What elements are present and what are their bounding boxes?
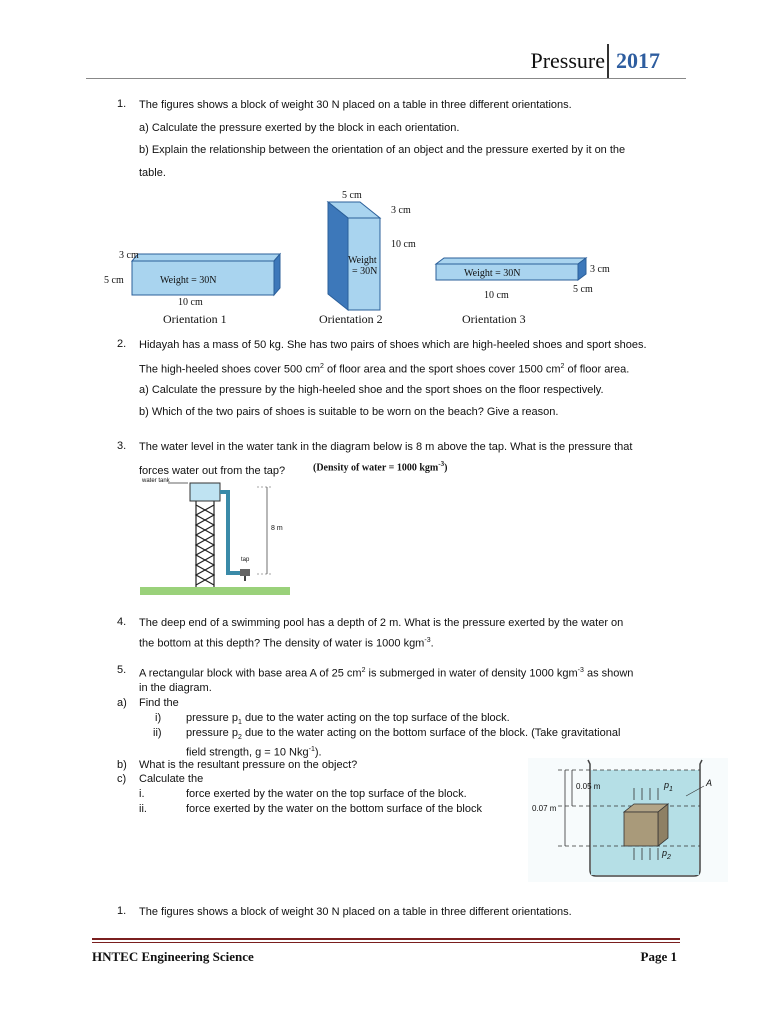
q1-part-a: a) Calculate the pressure exerted by the block in each orientation. xyxy=(139,122,460,134)
q2-line2: The high-heeled shoes cover 500 $cm^2$ of floor area and the sport shoes cover 1500 $cm^2$ of floor area. xyxy=(139,363,630,376)
q3-density-note: (Density of water = 1000 kgm$^{-3}$) xyxy=(313,460,448,474)
q4-number: 4. xyxy=(117,616,127,628)
o2-weight-label-1: Weight xyxy=(348,255,377,266)
submerged-block-diagram xyxy=(528,758,728,882)
tap-label: tap xyxy=(241,557,250,563)
o3-length-label: 10 cm xyxy=(484,290,509,301)
o2-depth-label: 3 cm xyxy=(391,205,411,216)
q5-aii-text-2: field strength, g = 10 Nkg$^{-1}$). xyxy=(186,746,322,759)
q5-b-text: What is the resultant pressure on the object? xyxy=(139,759,358,771)
header-title: Pressure xyxy=(530,48,605,73)
o1-length-label: 10 cm xyxy=(178,297,203,308)
q1-part-b-line1: b) Explain the relationship between the orientation of an object and the pressure exerted by it on the xyxy=(139,144,626,156)
footer-rule-thick xyxy=(92,938,680,940)
q5-c-label: c) xyxy=(117,773,127,785)
q1-repeat-number: 1. xyxy=(117,905,127,917)
o1-caption: Orientation 1 xyxy=(163,312,227,326)
o2-width-label: 5 cm xyxy=(342,190,362,201)
o3-depth-label: 5 cm xyxy=(573,284,593,295)
q5-aii-label: ii) xyxy=(153,727,162,739)
tower xyxy=(196,501,214,587)
water-tank-diagram xyxy=(140,475,300,600)
q5-a-label: a) xyxy=(117,697,127,709)
area-a-label: A xyxy=(706,778,713,788)
q3-line2: forces water out from the tap? xyxy=(139,465,286,477)
water-tank-label: water tank xyxy=(142,478,170,484)
q5-ai-text: pressure $p_1$ due to the water acting on the top surface of the block. xyxy=(186,712,510,727)
q5-cii-label: ii. xyxy=(139,803,147,815)
q2-line1: Hidayah has a mass of 50 kg. She has two pairs of shoes which are high-heeled shoes and sport shoes. xyxy=(139,339,647,351)
q1-text: The figures shows a block of weight 30 N placed on a table in three different orientations. xyxy=(139,99,572,111)
q5-cii-text: force exerted by the water on the bottom surface of the block xyxy=(186,803,482,815)
o1-height-label: 5 cm xyxy=(104,275,124,286)
q5-aii-text: pressure $p_2$ due to the water acting on the bottom surface of the block. (Take gravitational xyxy=(186,727,621,742)
q5-line1: A rectangular block with base area A of 25 $cm^2$ is submerged in water of density 1000 kgm$^{-3}$ as shown xyxy=(139,667,634,680)
o2-height-label: 10 cm xyxy=(391,239,416,250)
q1-repeat-text: The figures shows a block of weight 30 N placed on a table in three different orientations. xyxy=(139,906,572,918)
o2-caption: Orientation 2 xyxy=(319,312,383,326)
o3-height-label: 3 cm xyxy=(590,264,610,275)
header-separator xyxy=(607,44,609,78)
p2-label: $p_2$ xyxy=(662,848,671,861)
pipe xyxy=(220,492,240,573)
q3-line1: The water level in the water tank in the diagram below is 8 m above the tap. What is the pressure that xyxy=(139,441,633,453)
q5-ci-label: i. xyxy=(139,788,145,800)
footer-left: HNTEC Engineering Science xyxy=(92,949,254,964)
depth-005-label: 0.05 m xyxy=(576,782,601,791)
depth-007-label: 0.07 m xyxy=(532,804,557,813)
q5-a-text: Find the xyxy=(139,697,179,709)
q5-b-label: b) xyxy=(117,759,127,771)
o3-caption: Orientation 3 xyxy=(462,312,526,326)
ground xyxy=(140,587,290,595)
tap-icon xyxy=(240,569,250,576)
header-year: 2017 xyxy=(616,48,660,73)
q4-line2: the bottom at this depth? The density of water is 1000 kgm$^{-3}$. xyxy=(139,637,434,650)
footer-rule-thin xyxy=(92,942,680,943)
water-tank xyxy=(190,483,220,501)
q2-part-b: b) Which of the two pairs of shoes is suitable to be worn on the beach? Give a reason. xyxy=(139,406,559,418)
q4-line1: The deep end of a swimming pool has a depth of 2 m. What is the pressure exerted by the water on xyxy=(139,617,624,629)
header-rule xyxy=(86,78,686,79)
q2-part-a: a) Calculate the pressure by the high-heeled shoe and the sport shoes on the floor respectively. xyxy=(139,384,604,396)
o1-weight-label: Weight = 30N xyxy=(160,275,217,286)
q1-part-b-line2: table. xyxy=(139,167,166,179)
o2-weight-label-2: = 30N xyxy=(352,266,378,277)
q5-ci-text: force exerted by the water on the top surface of the block. xyxy=(186,788,467,800)
q5-line2: in the diagram. xyxy=(139,682,212,694)
height-label: 8 m xyxy=(271,525,283,532)
o3-weight-label: Weight = 30N xyxy=(464,268,521,279)
q5-c-text: Calculate the xyxy=(139,773,204,785)
q5-number: 5. xyxy=(117,664,127,676)
footer-page-number: Page 1 xyxy=(640,949,677,964)
q3-number: 3. xyxy=(117,440,127,452)
p1-label: $p_1$ xyxy=(664,780,673,793)
submerged-block xyxy=(624,804,668,846)
o1-width-label: 3 cm xyxy=(119,250,139,261)
q5-ai-label: i) xyxy=(155,712,162,724)
q1-number: 1. xyxy=(117,98,127,110)
q2-number: 2. xyxy=(117,338,127,350)
